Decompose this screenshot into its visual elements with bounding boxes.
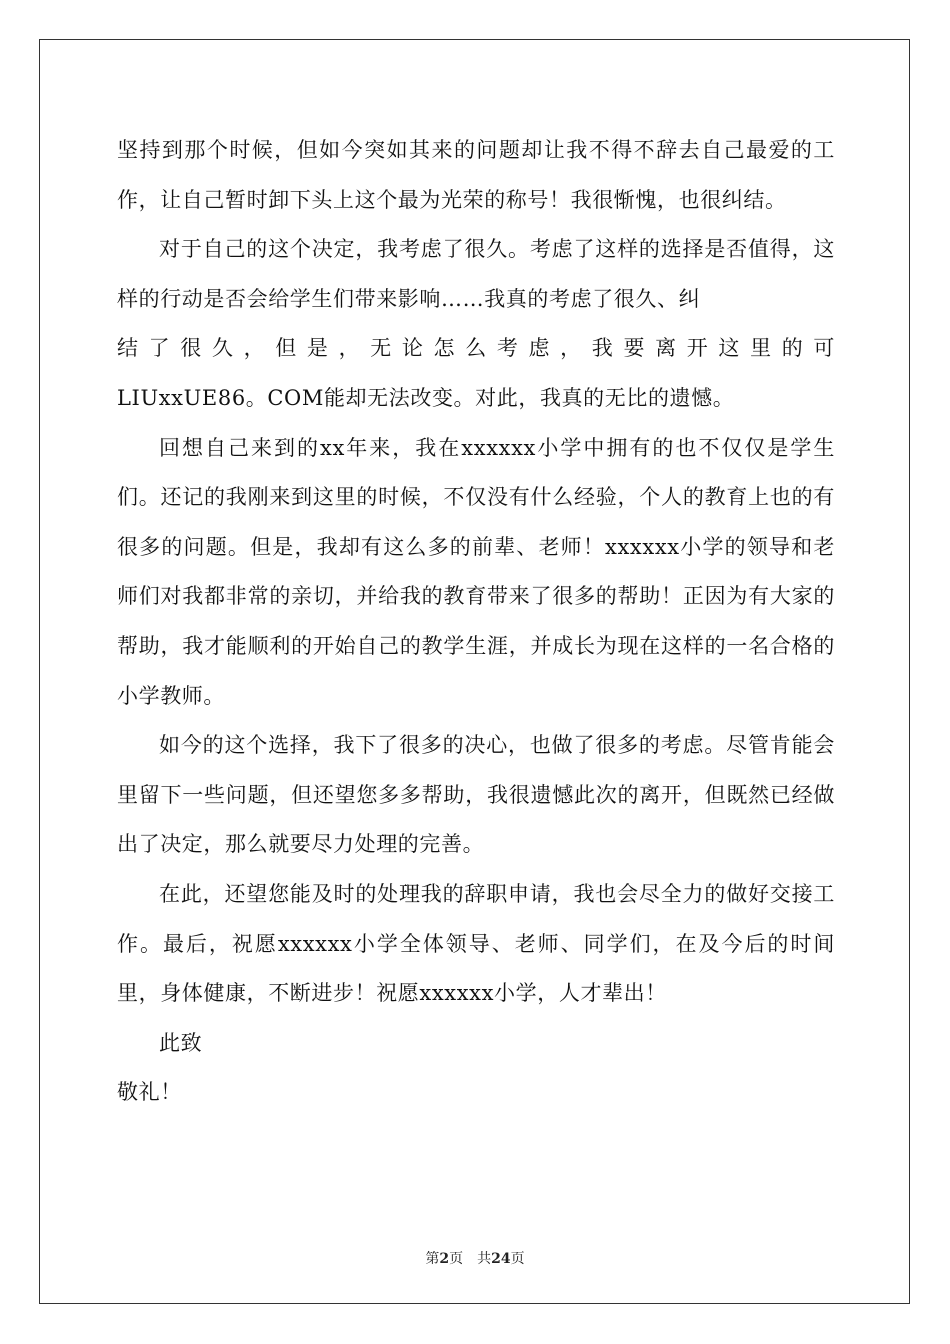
page-current: 2 [439,1251,450,1267]
page-total: 24 [491,1251,511,1267]
page-prefix: 第 [425,1251,440,1267]
document-body [117,126,835,1118]
total-prefix: 共 [477,1251,492,1267]
salutation: 此致 [159,1030,203,1055]
closing: 敬礼！ [117,1080,182,1105]
paragraph-continuation: 坚持到那个时候，但如今突如其来的问题却让我不得不辞去自己最爱的工作，让自己暂时卸下头上这个最为光荣的称号！我很惭愧，也很纠结。 [117,138,835,212]
page-suffix: 页 [449,1251,464,1267]
paragraph-decision-end: LIUxxUE86。COM能却无法改变。对此，我真的无比的遗憾。 [117,385,735,410]
paragraph-memories: 回想自己来到的xx年来，我在xxxxxx小学中拥有的也不仅仅是学生们。还记的我刚来到这里的时候，不仅没有什么经验，个人的教育上也的有很多的问题。但是，我却有这么多的前辈、老师！xxxxxx小学的领导和老师们对我都非常的亲切，并给我的教育带来了很多的帮助！正因为有大家的帮助，我才能顺利的开始自己的教学生涯，并成长为现在这样的一名合格的小学教师。 [117,435,835,708]
page-footer [0,1248,950,1268]
total-suffix: 页 [510,1251,525,1267]
paragraph-decision-line: 结了很久，但是，无论怎么考虑，我要离开这里的可 [117,336,835,361]
paragraph-request: 在此，还望您能及时的处理我的辞职申请，我也会尽全力的做好交接工作。最后，祝愿xxxxxx小学全体领导、老师、同学们，在及今后的时间里，身体健康，不断进步！祝愿xxxxxx小学，人才辈出！ [117,881,835,1006]
paragraph-choice: 如今的这个选择，我下了很多的决心，也做了很多的考虑。尽管肯能会里留下一些问题，但还望您多多帮助，我很遗憾此次的离开，但既然已经做出了决定，那么就要尽力处理的完善。 [117,733,835,857]
paragraph-decision: 对于自己的这个决定，我考虑了很久。考虑了这样的选择是否值得，这样的行动是否会给学生们带来影响……我真的考虑了很久、纠 [117,237,835,311]
